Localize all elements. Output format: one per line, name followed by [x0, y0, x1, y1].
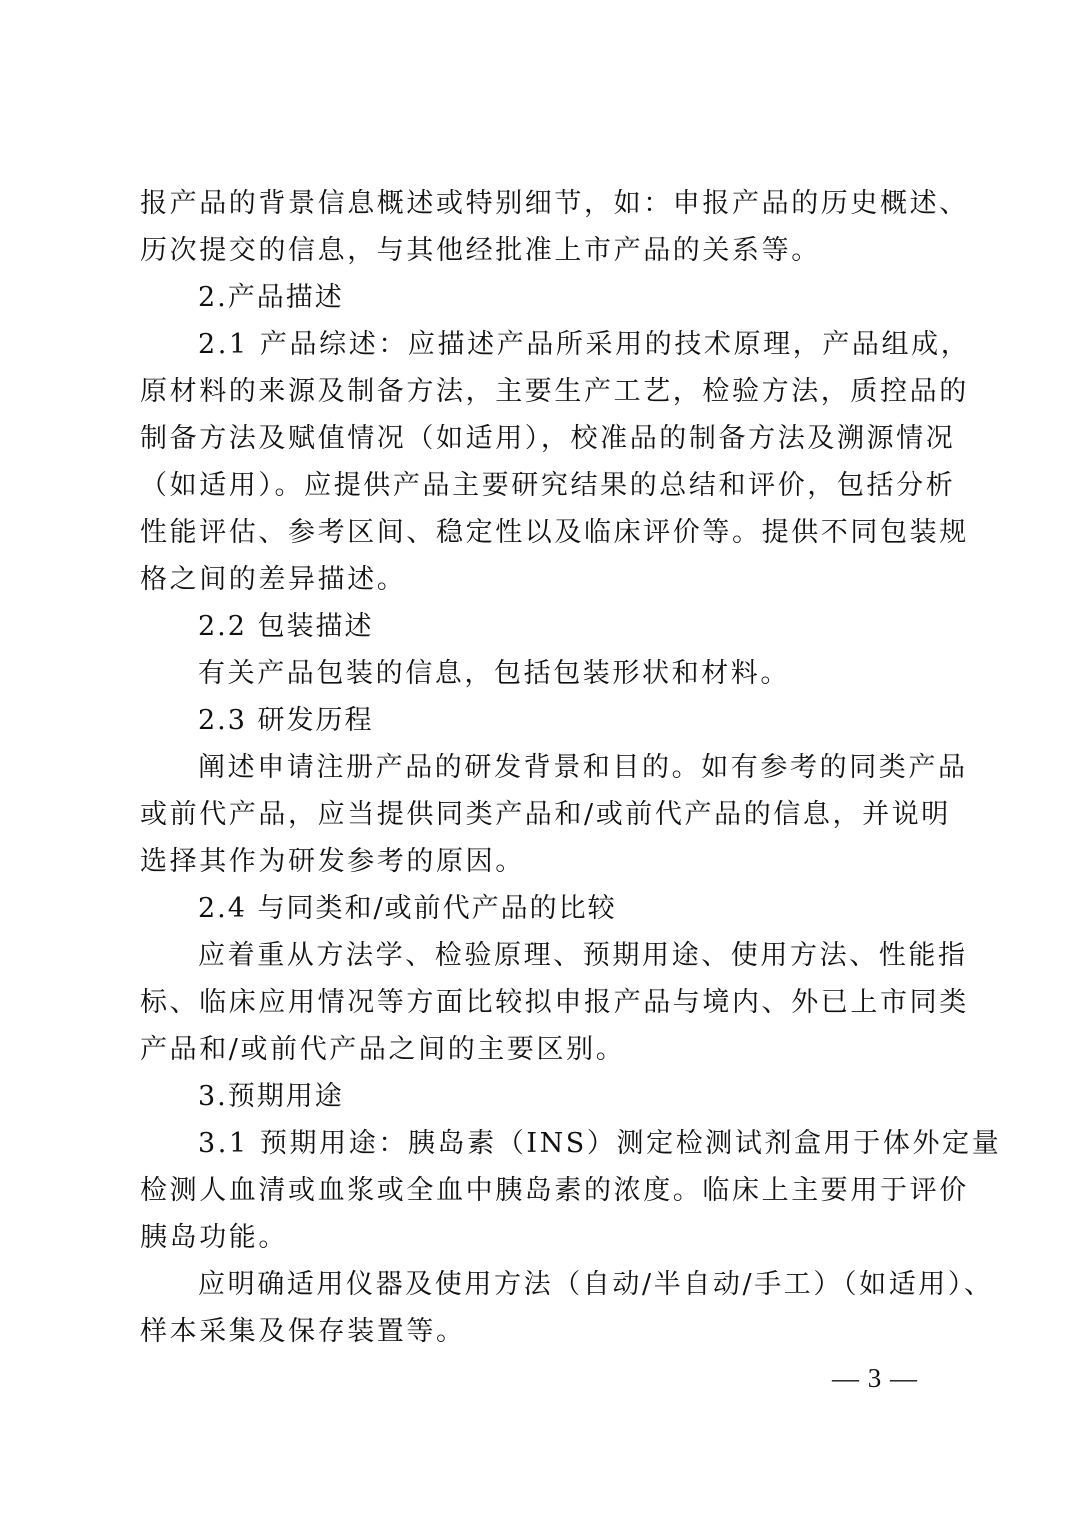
- document-body: [140, 180, 1002, 1355]
- section-heading: 2.2 包装描述: [198, 611, 374, 642]
- paragraph-line: 样本采集及保存装置等。: [140, 1316, 466, 1347]
- paragraph-line: 制备方法及赋值情况（如适用），校准品的制备方法及溯源情况: [140, 423, 956, 454]
- paragraph-line: 2.1 产品综述：应描述产品所采用的技术原理，产品组成，: [198, 329, 971, 360]
- page-number: — 3 —: [832, 1363, 918, 1393]
- section-heading: 3.预期用途: [198, 1081, 344, 1112]
- paragraph-line: 标、临床应用情况等方面比较拟申报产品与境内、外已上市同类: [140, 987, 969, 1018]
- section-heading: 2.产品描述: [198, 282, 344, 313]
- paragraph-line: （如适用）。应提供产品主要研究结果的总结和评价，包括分析: [140, 470, 956, 501]
- paragraph-line: 格之间的差异描述。: [140, 564, 407, 595]
- paragraph-line: 报产品的背景信息概述或特别细节，如：申报产品的历史概述、: [140, 188, 969, 219]
- paragraph-line: 选择其作为研发参考的原因。: [140, 846, 525, 877]
- paragraph-line: 性能评估、参考区间、稳定性以及临床评价等。提供不同包装规: [140, 517, 969, 548]
- paragraph-line: 检测人血清或血浆或全血中胰岛素的浓度。临床上主要用于评价: [140, 1175, 969, 1206]
- paragraph-line: 胰岛功能。: [140, 1222, 288, 1253]
- paragraph-line: 原材料的来源及制备方法，主要生产工艺，检验方法，质控品的: [140, 376, 969, 407]
- paragraph-line: 或前代产品，应当提供同类产品和/或前代产品的信息，并说明: [140, 799, 951, 830]
- paragraph-line: 应明确适用仪器及使用方法（自动/半自动/手工）（如适用）、: [198, 1269, 994, 1300]
- paragraph-line: 应着重从方法学、检验原理、预期用途、使用方法、性能指: [198, 940, 968, 971]
- paragraph-line: 历次提交的信息，与其他经批准上市产品的关系等。: [140, 235, 821, 266]
- paragraph-line: 阐述申请注册产品的研发背景和目的。如有参考的同类产品: [198, 752, 968, 783]
- paragraph-line: 3.1 预期用途：胰岛素（INS）测定检测试剂盒用于体外定量: [198, 1128, 1002, 1159]
- section-heading: 2.3 研发历程: [198, 705, 374, 736]
- section-heading: 2.4 与同类和/或前代产品的比较: [198, 893, 617, 924]
- paragraph-line: 有关产品包装的信息，包括包装形状和材料。: [198, 658, 790, 689]
- paragraph-line: 产品和/或前代产品之间的主要区别。: [140, 1034, 626, 1065]
